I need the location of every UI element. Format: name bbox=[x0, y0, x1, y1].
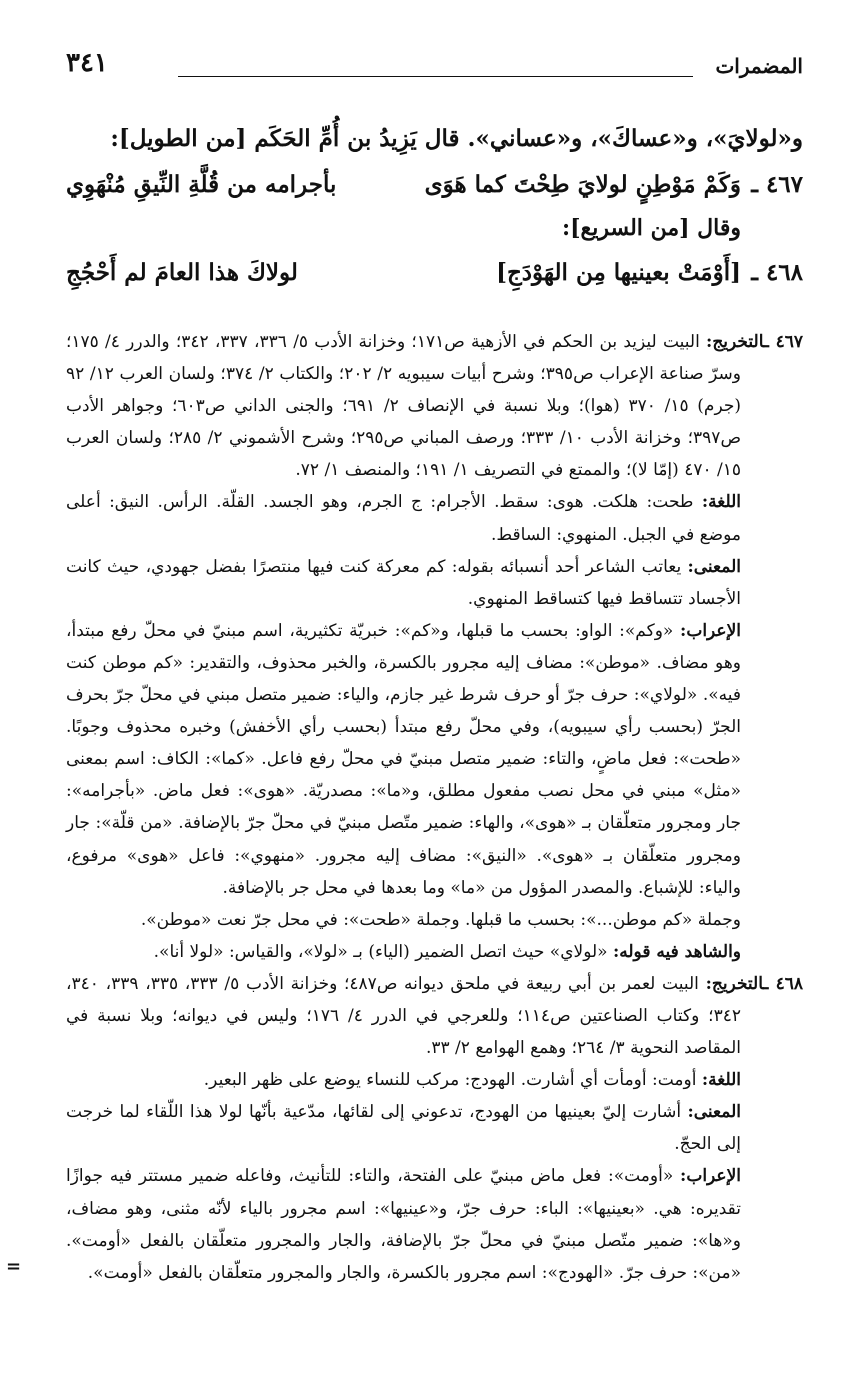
verse-intro: و«لولايَ»، و«عساكَ»، و«عساني». قال يَزِيدُ بن أُمِّ الحَكَم [من الطويل]: bbox=[110, 125, 803, 152]
header-rule bbox=[178, 76, 693, 77]
verses-section bbox=[66, 118, 803, 296]
takhrij-paragraph: ٤٦٨ ـالتخريج: البيت لعمر بن أبي ربيعة في ملحق ديوانه ص٤٨٧؛ وخزانة الأدب ٥/ ٣٣٣، ٣٣٥، ٣٣٩، ٣٤٠، ٣٤٢؛ وكتاب الصناعتين ص١١٤؛ وللعرجي في الدرر ٤/ ١٧٦؛ وليس في ديوانه؛ وبلا نسبة في المقاصد النحوية ٣/ ٢٦٤؛ وهمع الهوامع ٢/ ٣٣. bbox=[66, 973, 804, 1059]
verse-number: ٤٦٨ ـ bbox=[751, 259, 803, 286]
footnote-468 bbox=[6, 968, 804, 1289]
page-number: ٣٤١ bbox=[66, 48, 108, 78]
verse-second-hemistich: لولاكَ هذا العامَ لم أَحْجُجِ bbox=[66, 259, 298, 286]
verse-467 bbox=[66, 162, 803, 208]
shahid-paragraph: والشاهد فيه قوله: «لولاي» حيث اتصل الضمير (الياء) بـ «لولا»، والقياس: «لولا أنا». bbox=[153, 941, 741, 962]
footnote-number: ٤٦٧ ـالتخريج: bbox=[706, 332, 804, 352]
verse-468 bbox=[66, 250, 803, 296]
jumla-paragraph: وجملة «كم موطن...»: بحسب ما قبلها. وجملة «طحت»: في محل جرّ نعت «موطن». bbox=[140, 909, 741, 930]
verse-number: ٤٦٧ ـ bbox=[751, 171, 803, 198]
chapter-title: المضمرات bbox=[715, 54, 803, 78]
mana-paragraph: المعنى: أشارت إليّ بعينيها من الهودج، تدعوني إلى لقائها، مدّعية بأنّها لولا هذا اللّقاء لما خرجت إلى الحجّ. bbox=[66, 1102, 741, 1155]
footnote-number: ٤٦٨ ـالتخريج: bbox=[705, 973, 804, 994]
verse-first-hemistich: [أَوْمَتْ بعينيها مِن الهَوْدَجِ] bbox=[496, 259, 741, 286]
continuation-mark: = bbox=[6, 1255, 22, 1277]
takhrij-paragraph: ٤٦٧ ـالتخريج: البيت ليزيد بن الحكم في الأزهية ص١٧١؛ وخزانة الأدب ٥/ ٣٣٦، ٣٣٧، ٣٤٢؛ والدرر ٤/ ١٧٥؛ وسرّ صناعة الإعراب ص٣٩٥؛ وشرح أبيات سيبويه ٢/ ٢٠٢؛ والكتاب ٢/ ٣٧٤؛ ولسان العرب ١٢/ ٩٢ (جرم) ١٥/ ٣٧٠ (هوا)؛ وبلا نسبة في الإنصاف ٢/ ٦٩١؛ والجنى الداني ص٦٠٣؛ وجواهر الأدب ص٣٩٧؛ وخزانة الأدب ١٠/ ٣٣٣؛ ورصف المباني ص٢٩٥؛ وشرح الأشموني ٢/ ٢٨٥؛ ولسان العرب ١٥/ ٤٧٠ (إمّا لا)؛ والممتع في التصريف ١/ ١٩١؛ والمنصف ١/ ٧٢. bbox=[66, 332, 804, 481]
running-header bbox=[66, 48, 803, 88]
verse-second-hemistich: بأجرامه من قُلَّةِ النِّيقِ مُنْهَوِي bbox=[66, 171, 337, 198]
mana-paragraph: المعنى: يعاتب الشاعر أحد أنسبائه بقوله: كم معركة كنت فيها منتصرًا بفضل جهودي، حيث كانت الأجساد تتساقط فيها كتساقط المنهوي. bbox=[66, 556, 741, 609]
irab-paragraph: الإعراب: «أومت»: فعل ماض مبنيّ على الفتحة، والتاء: للتأنيث، وفاعله ضمير مستتر فيه جوازًا تقديره: هي. «بعينيها»: الباء: حرف جرّ، و«عينيها»: اسم مجرور بالياء لأنّه مثنى، وهو مضاف، و«ها»: ضمير متّصل مبنيّ في محلّ جرّ بالإضافة، والجار والمجرور متعلّقان بالفعل «أومت». «من»: حرف جرّ. «الهودج»: اسم مجرور بالكسرة، والجار والمجرور متعلّقان بالفعل «أومت». bbox=[66, 1166, 741, 1283]
footnotes-section bbox=[6, 326, 804, 1289]
verse-first-hemistich: وَكَمْ مَوْطِنٍ لولايَ طِحْتَ كما هَوَى bbox=[424, 171, 741, 198]
meter-label: وقال [من السريع]: bbox=[561, 215, 741, 241]
lugha-paragraph: اللغة: طحت: هلكت. هوى: سقط. الأجرام: ج الجرم، وهو الجسد. القلّة. الرأس. النيق: أعلى موضع في الجبل. المنهوي: الساقط. bbox=[66, 492, 741, 545]
footnote-467 bbox=[66, 326, 803, 968]
irab-paragraph: الإعراب: «وكم»: الواو: بحسب ما قبلها، و«كم»: خبريّة تكثيرية، اسم مبنيّ في محلّ رفع مبتدأ، وهو مضاف. «موطن»: مضاف إليه مجرور بالكسرة، والخبر محذوف، والتقدير: «كم موطن كنت فيه». «لولاي»: حرف جرّ أو حرف شرط غير جازم، والياء: ضمير متصل مبني في محلّ جرّ بحرف الجرّ (بحسب رأي سيبويه)، وفي محلّ رفع مبتدأ (بحسب رأي الأخفش) وخبره محذوف وجوبًا. «طحت»: فعل ماضٍ، والتاء: ضمير متصل مبنيّ في محلّ رفع فاعل. «كما»: الكاف: اسم بمعنى «مثل» مبني في محل نصب مفعول مطلق، و«ما»: مصدريّة. «هوى»: فعل ماض. «بأجرامه»: جار ومجرور متعلّقان بـ «هوى»، والهاء: ضمير متّصل مبنيّ في محلّ جرّ بالإضافة. «من قلّة»: جار ومجرور متعلّقان بـ «هوى». «النيق»: مضاف إليه مجرور. «منهوي»: فاعل «هوى» مرفوع، والياء: للإشباع. والمصدر المؤول من «ما» وما بعدها في محل جر بالإضافة. bbox=[66, 620, 741, 898]
lugha-paragraph: اللغة: أومت: أومأت أي أشارت. الهودج: مركب للنساء يوضع على ظهر البعير. bbox=[203, 1070, 741, 1091]
